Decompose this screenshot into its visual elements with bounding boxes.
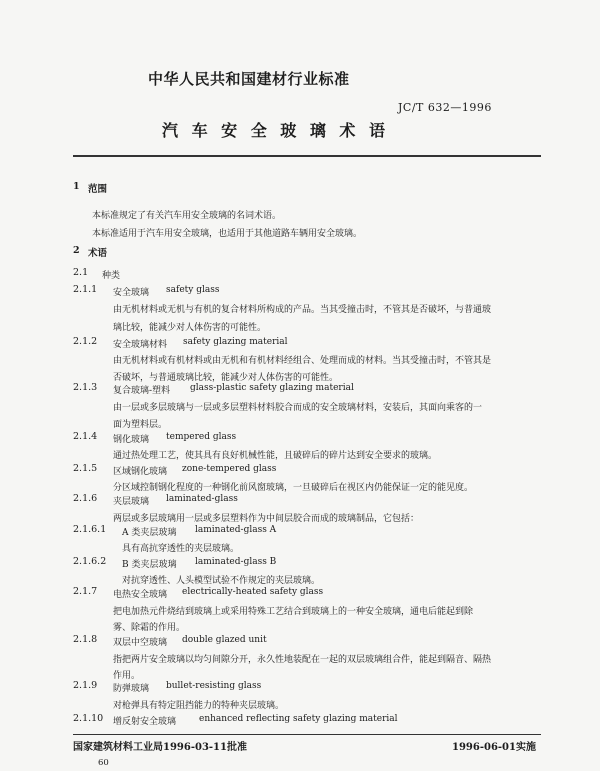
term-name-zh: 安全玻璃 xyxy=(113,288,150,298)
term-number: 2.1.2 xyxy=(73,336,98,347)
term-name-en: glass-plastic safety glazing material xyxy=(190,383,354,393)
term-description: 分区域控制钢化程度的一种钢化前风窗玻璃，一旦破碎后在视区内仍能保证一定的能见度。 xyxy=(113,483,474,493)
term-number: 2.1.7 xyxy=(73,586,98,597)
footer-divider xyxy=(73,734,541,735)
term-description: 由无机材料或有机材料或由无机和有机材料经组合、处理而成的材料。当其受撞击时，不管其是 xyxy=(113,356,492,366)
section-2-number: 2 xyxy=(73,245,80,256)
standard-code: JC/T 632—1996 xyxy=(398,101,492,114)
term-number: 2.1.6.1 xyxy=(73,524,107,535)
document-title: 汽 车 安 全 玻 璃 术 语 xyxy=(162,121,389,140)
term-name-zh: 夹层玻璃 xyxy=(113,497,150,507)
standard-org-title: 中华人民共和国建材行业标准 xyxy=(148,70,350,88)
implementation-date: 1996-06-01实施 xyxy=(452,742,536,753)
term-name-en: double glazed unit xyxy=(182,635,267,645)
term-name-en: safety glazing material xyxy=(183,337,288,347)
page-number: 60 xyxy=(98,758,109,768)
term-description: 通过热处理工艺，使其具有良好机械性能，且破碎后的碎片达到安全要求的玻璃。 xyxy=(113,451,438,461)
section-1-title: 范围 xyxy=(88,184,108,195)
term-name-en: laminated-glass xyxy=(166,494,238,504)
header-divider xyxy=(73,155,541,157)
term-description: 具有高抗穿透性的夹层玻璃。 xyxy=(122,544,240,554)
term-number: 2.1.6 xyxy=(73,493,98,504)
term-number: 2.1.1 xyxy=(73,284,98,295)
term-number: 2.1.8 xyxy=(73,634,98,645)
term-number: 2.1.6.2 xyxy=(73,556,107,567)
section-2-title: 术语 xyxy=(88,248,108,259)
term-name-zh: 安全玻璃材料 xyxy=(113,340,168,350)
term-description: 否破坏，与普通玻璃比较，能减少对人体伤害的可能性。 xyxy=(113,373,339,383)
term-number: 2.1 xyxy=(73,267,89,278)
term-description: 对枪弹具有特定阻挡能力的特种夹层玻璃。 xyxy=(113,701,285,711)
term-description: 雾、除霜的作用。 xyxy=(113,623,186,633)
approval-info: 国家建筑材料工业局1996-03-11批准 xyxy=(73,742,247,753)
term-name-zh: 区域钢化玻璃 xyxy=(113,467,168,477)
term-name-en: enhanced reflecting safety glazing material xyxy=(199,714,398,724)
term-name-zh: B 类夹层玻璃 xyxy=(122,560,177,570)
section-1-paragraph: 本标准规定了有关汽车用安全玻璃的名词术语。 xyxy=(92,211,282,221)
term-name-zh: 电热安全玻璃 xyxy=(113,590,168,600)
term-number: 2.1.5 xyxy=(73,463,98,474)
term-name-en: laminated-glass B xyxy=(195,557,277,567)
term-name-zh: A 类夹层玻璃 xyxy=(122,528,177,538)
term-number: 2.1.3 xyxy=(73,382,98,393)
section-1-number: 1 xyxy=(73,181,80,192)
term-number: 2.1.9 xyxy=(73,680,98,691)
term-name-en: safety glass xyxy=(166,285,220,295)
term-name-zh: 双层中空玻璃 xyxy=(113,638,168,648)
term-description: 作用。 xyxy=(113,671,141,681)
term-number: 2.1.4 xyxy=(73,431,98,442)
term-description: 由无机材料或无机与有机的复合材料所构成的产品。当其受撞击时，不管其是否破坏，与普通玻 xyxy=(113,305,492,315)
term-name-zh: 增反射安全玻璃 xyxy=(113,717,177,727)
term-description: 两层或多层玻璃用一层或多层塑料作为中间层胶合而成的玻璃制品，它包括： xyxy=(113,514,420,524)
term-description: 对抗穿透性、人头模型试验不作规定的夹层玻璃。 xyxy=(122,576,321,586)
term-name-en: zone-tempered glass xyxy=(182,464,277,474)
term-name-zh: 防弹玻璃 xyxy=(113,684,150,694)
term-number: 2.1.10 xyxy=(73,713,104,724)
term-name-en: bullet-resisting glass xyxy=(166,681,262,691)
term-description: 把电加热元件烧结到玻璃上或采用特殊工艺结合到玻璃上的一种安全玻璃，通电后能起到除 xyxy=(113,607,474,617)
term-description: 指把两片安全玻璃以均匀间隙分开，永久性地装配在一起的双层玻璃组合件，能起到隔音、隔热 xyxy=(113,655,492,665)
term-description: 由一层或多层玻璃与一层或多层塑料材料胶合而成的安全玻璃材料，安装后，其面向乘客的一 xyxy=(113,403,483,413)
term-name-zh: 复合玻璃-塑料 xyxy=(113,386,171,396)
section-1-paragraph: 本标准适用于汽车用安全玻璃，也适用于其他道路车辆用安全玻璃。 xyxy=(92,229,363,239)
term-name-en: laminated-glass A xyxy=(195,525,277,535)
term-name-zh: 钢化玻璃 xyxy=(113,435,150,445)
term-name-en: tempered glass xyxy=(166,432,237,442)
term-name-zh: 种类 xyxy=(102,271,121,281)
term-description: 面为塑料层。 xyxy=(113,420,168,430)
term-description: 璃比较，能减少对人体伤害的可能性。 xyxy=(113,323,267,333)
term-name-en: electrically-heated safety glass xyxy=(182,587,324,597)
